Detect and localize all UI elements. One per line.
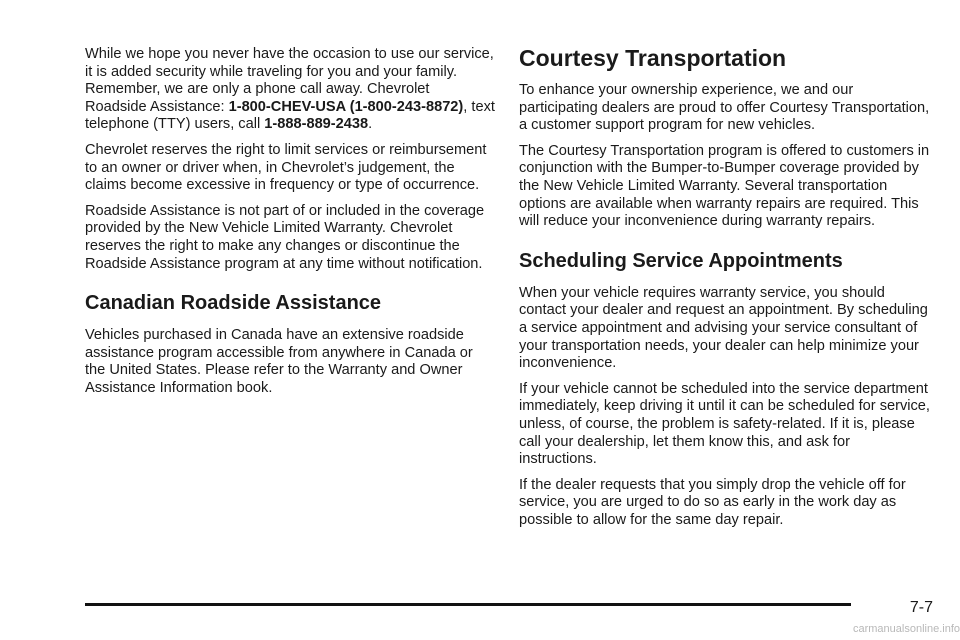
contact-text-middle: , text telephone (TTY) users, call [85, 98, 495, 133]
tty-phone-number: 1-888-889-2438 [264, 116, 369, 133]
canadian-roadside-paragraph: Vehicles purchased in Canada have an extensive roadside assistance program accessible from anywhere in Canada or the United States. Please refer to the Warranty and Owner Assistance Information book. [85, 327, 473, 396]
limit-services-paragraph: Chevrolet reserves the right to limit services or reimbursement to an owner or driver when, in Chevrolet’s judgement, the claims become excessive in frequency or type of occurrence. [85, 141, 487, 194]
courtesy-transportation-heading: Courtesy Transportation [519, 45, 787, 71]
right-column [519, 44, 931, 537]
courtesy-intro-paragraph: To enhance your ownership experience, we and our participating dealers are proud to offer Courtesy Transportation, a customer support program for new vehicles. [519, 82, 930, 134]
watermark: carmanualsonline.info [852, 623, 960, 635]
scheduling-paragraph: When your vehicle requires warranty service, you should contact your dealer and request an appointment. By scheduling a service appointment and advising your service consultant of your transportation needs, your dealer can help minimize your inconvenience. [519, 284, 928, 372]
roadside-contact-paragraph [85, 46, 495, 134]
drop-vehicle-paragraph: If the dealer requests that you simply drop the vehicle off for service, you are urged to do so as early in the work day as possible to allow for the same day repair. [519, 476, 906, 528]
canadian-roadside-heading: Canadian Roadside Assistance [85, 292, 382, 315]
courtesy-program-paragraph: The Courtesy Transportation program is offered to customers in conjunction with the Bumper-to-Bumper coverage provided by the New Vehicle Limited Warranty. Several transportation options are available when warranty repairs are required. This will reduce your inconvenience during warranty repairs. [519, 142, 930, 230]
contact-text-end: . [368, 116, 373, 133]
page-number: 7-7 [909, 599, 933, 616]
footer-rule [85, 603, 851, 606]
not-part-of-warranty-paragraph: Roadside Assistance is not part of or included in the coverage provided by the New Vehicle Limited Warranty. Chevrolet reserves the right to make any changes or discontinue the Roadside Assistance program at any time without notification. [85, 202, 485, 272]
left-column [85, 46, 495, 406]
roadside-phone-number: 1-800-CHEV-USA (1-800-243-8872) [228, 98, 464, 115]
cannot-be-scheduled-paragraph: If your vehicle cannot be scheduled into the service department immediately, keep driving it until it can be scheduled for service, unless, of course, the problem is safety-related. If it is, please call your dealership, let them know this, and ask for instructions. [519, 380, 930, 468]
scheduling-appointments-heading: Scheduling Service Appointments [519, 249, 843, 272]
contact-text-intro: While we hope you never have the occasion to use our service, it is added security while traveling for you and your family. Remember, we are only a phone call away. Chevrolet Roadside Assistance: [85, 46, 494, 115]
